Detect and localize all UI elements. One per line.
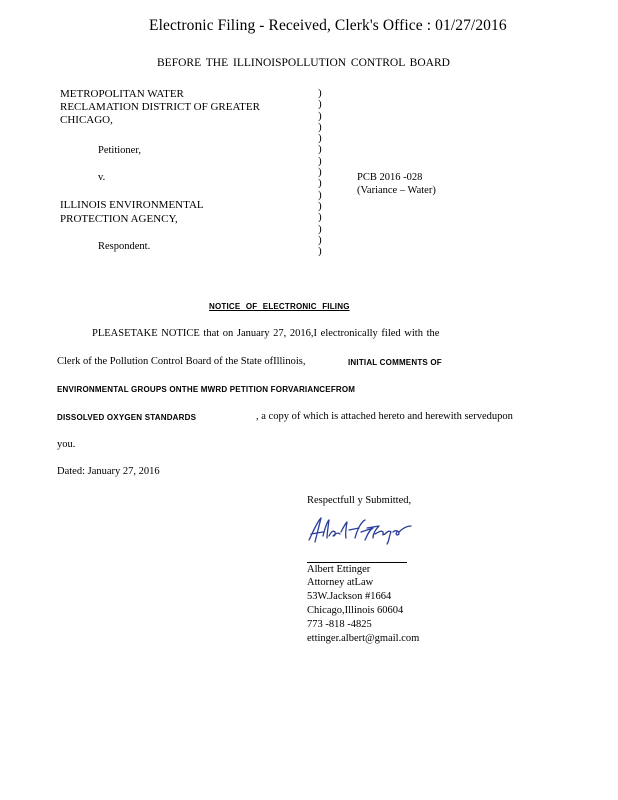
signer-address-2: Chicago,Illinois 60604 [307, 605, 404, 616]
notice-line-4a: DISSOLVED OXYGEN STANDARDS [57, 413, 197, 422]
caption-paren: ) [318, 154, 322, 167]
notice-line-1: PLEASETAKE NOTICE that on January 27, 2016,I electronically filed with the [92, 328, 440, 339]
caption-paren: ) [318, 188, 322, 201]
petitioner-name-line3: CHICAGO, [60, 114, 113, 126]
notice-line-3: ENVIRONMENTAL GROUPS ONTHE MWRD PETITION FORVARIANCEFROM [57, 385, 356, 394]
caption-paren: ) [318, 177, 322, 190]
notice-line-4b: , a copy of which is attached hereto and herewith servedupon [256, 411, 513, 422]
signature-line [307, 562, 407, 563]
signature-graphic [305, 514, 415, 546]
petitioner-name-line2: RECLAMATION DISTRICT OF GREATER [60, 101, 260, 113]
signer-email[interactable]: ettinger.albert@gmail.com [307, 633, 420, 644]
versus: v. [98, 172, 106, 183]
notice-title: NOTICE OF ELECTRONIC FILING [209, 302, 350, 311]
signer-address-1: 53W.Jackson #1664 [307, 591, 392, 602]
caption-paren: ) [318, 109, 322, 122]
signer-title: Attorney atLaw [307, 577, 374, 588]
signer-phone: 773 -818 -4825 [307, 619, 372, 630]
caption-paren: ) [318, 98, 322, 111]
respondent-name-line2: PROTECTION AGENCY, [60, 213, 178, 225]
respondent-role: Respondent. [98, 241, 151, 252]
caption-paren: ) [318, 166, 322, 179]
caption-paren: ) [318, 222, 322, 235]
signer-name: Albert Ettinger [307, 564, 371, 575]
notice-line-2a: Clerk of the Pollution Control Board of the State ofIllinois, [57, 356, 306, 367]
caption-paren-column [318, 88, 322, 257]
notice-line-2b: INITIAL COMMENTS OF [348, 358, 442, 367]
filing-stamp: Electronic Filing - Received, Clerk's Office : 01/27/2016 [149, 17, 507, 34]
board-title: BEFORE THE ILLINOISPOLLUTION CONTROL BOARD [157, 57, 450, 69]
notice-line-5: you. [57, 439, 76, 450]
signature-text: Albert Ettinger [305, 514, 312, 515]
caption-paren: ) [318, 120, 322, 133]
case-type: (Variance – Water) [357, 185, 436, 196]
caption-paren: ) [318, 245, 322, 258]
dated-line: Dated: January 27, 2016 [57, 466, 160, 477]
petitioner-name-line1: METROPOLITAN WATER [60, 88, 184, 100]
caption-paren: ) [318, 199, 322, 212]
petitioner-role: Petitioner, [98, 145, 142, 156]
caption-paren: ) [318, 143, 322, 156]
caption-paren: ) [318, 132, 322, 145]
respondent-name-line1: ILLINOIS ENVIRONMENTAL [60, 199, 204, 211]
case-number: PCB 2016 -028 [357, 172, 423, 183]
handwritten-signature [305, 514, 415, 546]
caption-paren: ) [318, 87, 322, 99]
caption-paren: ) [318, 211, 322, 224]
closing: Respectfull y Submitted, [307, 495, 412, 506]
caption-paren: ) [318, 233, 322, 246]
